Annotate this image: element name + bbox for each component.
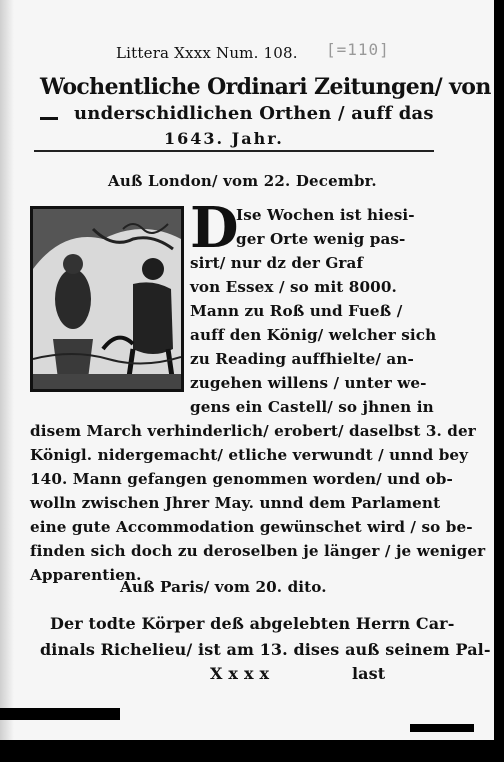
woodcut-image [33,209,181,389]
london-wrap-line: von Essex / so mit 8000. [190,278,397,296]
catchword: last [352,664,386,683]
paris-dateline: Auß Paris/ vom 20. dito. [120,578,327,596]
title-dash [40,117,58,120]
paris-line-1: Der todte Körper deß abgelebten Herrn Car- [50,614,455,633]
london-wrap-line: zugehen willens / unter we- [190,374,427,392]
scan-bar-left [0,708,120,720]
london-wrap-line: Ise Wochen ist hiesi- [236,206,415,224]
london-full-line: Apparentien. [30,566,142,584]
london-full-line: disem March verhinderlich/ erobert/ daselbst 3. der [30,422,476,440]
london-wrap-line: gens ein Castell/ so jhnen in [190,398,434,416]
london-dateline: Auß London/ vom 22. Decembr. [108,172,377,190]
london-full-line: finden sich doch zu deroselben je länger / je weniger [30,542,486,560]
london-wrap-line: ger Orte wenig pas- [236,230,406,248]
london-wrap-line: sirt/ nur dz der Graf [190,254,364,272]
title-line-3: 1643. Jahr. [164,129,284,148]
title-line-2: underschidlichen Orthen / auff das [74,103,434,124]
london-wrap-line: Mann zu Roß und Fueß / [190,302,403,320]
london-full-line: eine gute Accommodation gewünschet wird / so be- [30,518,473,536]
scan-bar-right [410,724,474,732]
london-full-line: Königl. nidergemacht/ etliche verwundt / unnd bey [30,446,469,464]
paris-line-2: dinals Richelieu/ ist am 13. dises auß seinem Pal- [40,640,491,659]
london-wrap-line: zu Reading auffhielte/ an- [190,350,414,368]
littera-header: Littera Xxxx Num. 108. [116,44,298,62]
london-full-line: wolln zwischen Jhrer May. unnd dem Parlament [30,494,441,512]
title-line-1: Wochentliche Ordinari Zeitungen/ von [40,74,491,100]
london-full-line: 140. Mann gefangen genommen worden/ und ob- [30,470,453,488]
page-edge-shadow [0,0,14,740]
drop-capital: D [190,195,239,261]
pencil-annotation: [=110] [326,40,390,59]
london-wrap-line: auff den König/ welcher sich [190,326,437,344]
woodcut-illustration [30,206,184,392]
signature-mark: Xxxx [210,664,276,683]
title-rule [34,150,434,152]
